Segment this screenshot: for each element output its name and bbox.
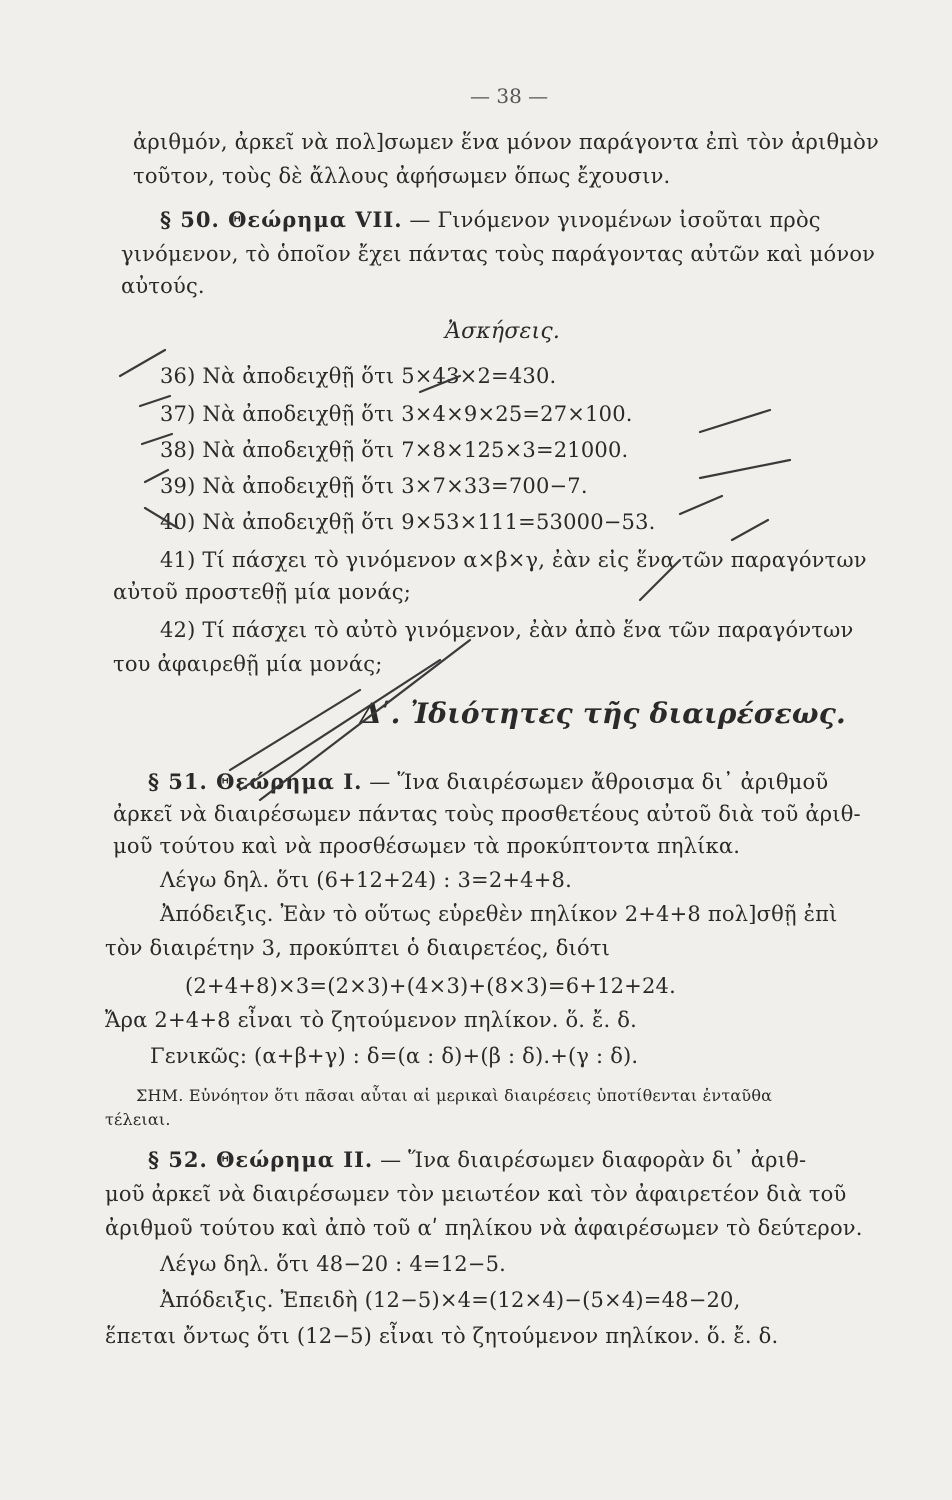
exercise-37: 37) Νὰ ἀποδειχθῇ ὅτι 3×4×9×25=27×100. [160, 402, 633, 426]
theorem-label: § 52. Θεώρημα II. [148, 1147, 374, 1172]
page-number: — 38 — [470, 84, 549, 108]
theorem-text: — Γινόμενον γινομένων ἰσοῦται πρὸς [402, 208, 821, 232]
check-mark [680, 496, 722, 514]
exercise-41-cont: αὐτοῦ προστεθῇ μία μονάς; [113, 580, 411, 604]
check-mark [700, 410, 770, 432]
theorem-line [148, 1146, 806, 1174]
text-line: ἀρκεῖ νὰ διαιρέσωμεν πάντας τοὺς προσθετέους αὐτοῦ διὰ τοῦ ἀριθ- [113, 802, 861, 826]
exercise-40: 40) Νὰ ἀποδειχθῇ ὅτι 9×53×111=53000−53. [160, 510, 656, 534]
text-line: ἀριθμοῦ τούτου καὶ ἀπὸ τοῦ αʹ πηλίκου νὰ ἀφαιρέσωμεν τὸ δεύτερον. [105, 1216, 863, 1240]
check-mark [700, 460, 790, 478]
exercise-38: 38) Νὰ ἀποδειχθῇ ὅτι 7×8×125×3=21000. [160, 438, 629, 462]
text-line: γινόμενον, τὸ ὁποῖον ἔχει πάντας τοὺς παράγοντας αὐτῶν καὶ μόνον [121, 242, 876, 266]
exercise-42: 42) Τί πάσχει τὸ αὐτὸ γινόμενον, ἐὰν ἀπὸ ἕνα τῶν παραγόντων [160, 618, 854, 642]
exercise-41: 41) Τί πάσχει τὸ γινόμενον α×β×γ, ἐὰν εἰς ἕνα τῶν παραγόντων [160, 548, 867, 572]
note-line: τέλειαι. [105, 1110, 171, 1129]
theorem-text: — Ἵνα διαιρέσωμεν ἄθροισμα δι᾽ ἀριθμοῦ [362, 770, 829, 794]
check-mark [120, 350, 165, 376]
text-line: ἀριθμόν, ἀρκεῖ νὰ πολ]σωμεν ἕνα μόνον παράγοντα ἐπὶ τὸν ἀριθμὸν [133, 130, 879, 154]
text-line: μοῦ τούτου καὶ νὰ προσθέσωμεν τὰ προκύπτοντα πηλίκα. [113, 834, 741, 858]
text-line: Λέγω δηλ. ὅτι 48−20 : 4=12−5. [160, 1252, 507, 1276]
text-line: Ἄρα 2+4+8 εἶναι τὸ ζητούμενον πηλίκον. ὅ. ἔ. δ. [105, 1008, 637, 1032]
equation-line: (2+4+8)×3=(2×3)+(4×3)+(8×3)=6+12+24. [185, 974, 676, 998]
text-line: Λέγω δηλ. ὅτι (6+12+24) : 3=2+4+8. [160, 868, 572, 892]
proof-line: Ἀπόδειξις. Ἐὰν τὸ οὕτως εὑρεθὲν πηλίκον 2+4+8 πολ]σθῇ ἐπὶ [160, 902, 838, 926]
exercise-42-cont: του ἀφαιρεθῇ μία μονάς; [113, 652, 383, 676]
proof-line: Ἀπόδειξις. Ἐπειδὴ (12−5)×4=(12×4)−(5×4)=48−20, [160, 1288, 741, 1312]
text-line: τοῦτον, τοὺς δὲ ἄλλους ἀφήσωμεν ὅπως ἔχουσιν. [133, 164, 671, 188]
exercise-36: 36) Νὰ ἀποδειχθῇ ὅτι 5×43×2=430. [160, 364, 557, 388]
theorem-line [148, 768, 828, 796]
theorem-text: — Ἵνα διαιρέσωμεν διαφορὰν δι᾽ ἀριθ- [373, 1148, 807, 1172]
equation-line: Γενικῶς: (α+β+γ) : δ=(α : δ)+(β : δ).+(γ : δ). [150, 1044, 639, 1068]
text-line: τὸν διαιρέτην 3, προκύπτει ὁ διαιρετέος, διότι [105, 936, 611, 960]
slash-mark [230, 690, 360, 770]
section-heading: Δʹ. Ἰδιότητες τῆς διαιρέσεως. [360, 697, 846, 730]
exercises-heading: Ἀσκήσεις. [445, 319, 561, 344]
theorem-line [160, 206, 821, 234]
theorem-label: § 50. Θεώρημα VII. [160, 207, 403, 232]
text-line: μοῦ ἀρκεῖ νὰ διαιρέσωμεν τὸν μειωτέον καὶ τὸν ἀφαιρετέον διὰ τοῦ [105, 1182, 847, 1206]
theorem-label: § 51. Θεώρημα I. [148, 769, 363, 794]
exercise-39: 39) Νὰ ἀποδειχθῇ ὅτι 3×7×33=700−7. [160, 474, 588, 498]
note-line: ΣΗΜ. Εὐνόητον ὅτι πᾶσαι αὗται αἱ μερικαὶ διαιρέσεις ὑποτίθενται ἐνταῦθα [136, 1086, 773, 1105]
text-line: ἕπεται ὄντως ὅτι (12−5) εἶναι τὸ ζητούμενον πηλίκον. ὅ. ἔ. δ. [105, 1324, 779, 1348]
text-line: αὐτούς. [121, 274, 205, 298]
check-mark [732, 520, 768, 540]
